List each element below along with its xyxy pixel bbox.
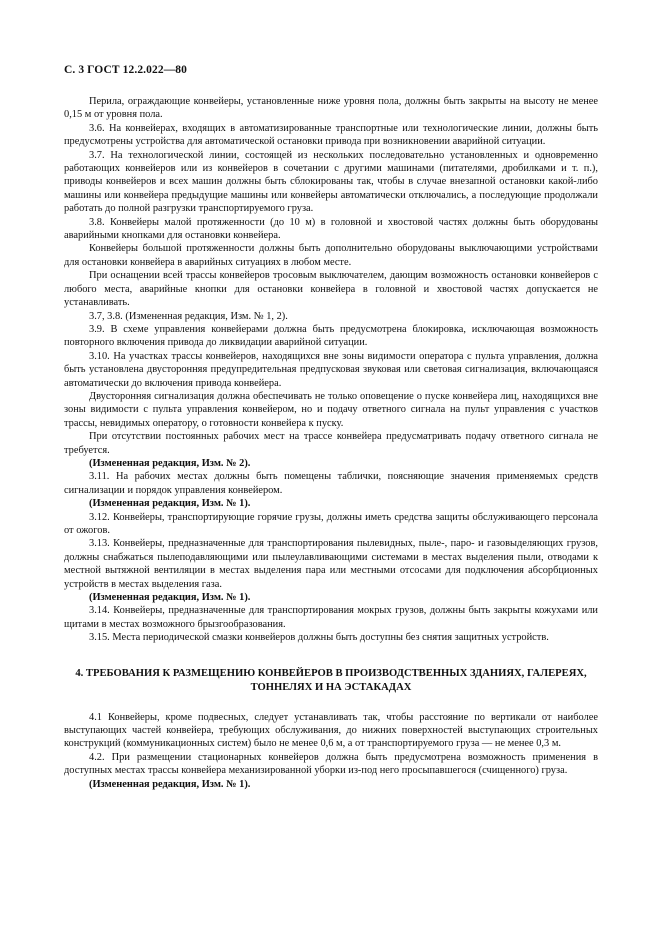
amendment-note: (Измененная редакция, Изм. № 1).: [89, 498, 251, 510]
amendment-note: (Измененная редакция, Изм. № 1).: [89, 592, 251, 604]
paragraph: 3.7. На технологической линии, состоящей из нескольких последовательно установленных и одновременно работающих конвейеров или из конвейеров в сочетании с другими машинами (питателями, дробилками и т. п.), приводы конвейеров и всех машин должны быть сблокированы так, чтобы в случае внезапной остановки какой-либо машины или конвейера предыдущие машины или конвейеры автоматически отключались, а последующие продолжали работать до полной разгрузки транспортируемого груза.: [64, 149, 598, 215]
paragraph: 3.15. Места периодической смазки конвейеров должны быть доступны без снятия защитных устройств.: [89, 632, 549, 644]
section-4-body: [64, 711, 598, 791]
paragraph: 3.11. На рабочих местах должны быть помещены таблички, поясняющие значения применяемых средств сигнализации и порядок управления конвейером.: [64, 471, 598, 496]
page-header: С. 3 ГОСТ 12.2.022—80: [64, 64, 187, 76]
paragraph: Конвейеры большой протяженности должны быть дополнительно оборудованы выключающими устройствами для остановки конвейера в аварийных ситуациях в любом месте.: [64, 243, 598, 268]
paragraph: 3.6. На конвейерах, входящих в автоматизированные транспортные или технологические линии, должны быть предусмотрены устройства для автоматической остановки привода при возникновении аварийной ситуации.: [64, 122, 598, 148]
amendment-note: (Измененная редакция, Изм. № 2).: [89, 457, 251, 469]
paragraph: Перила, ограждающие конвейеры, установленные ниже уровня пола, должны быть закрыты на высоту не менее 0,15 м от уровня пола.: [64, 96, 598, 121]
paragraph: 4.2. При размещении стационарных конвейеров должна быть предусмотрена возможность применения в доступных местах трассы конвейера механизированной уборки из-под него просыпавшегося (счищенного) груза.: [64, 751, 598, 777]
paragraph: 3.8. Конвейеры малой протяженности (до 10 м) в головной и хвостовой частях должны быть оборудованы аварийными кнопками для остановки конвейера.: [64, 216, 598, 242]
document-page: [64, 64, 598, 791]
paragraph: При отсутствии постоянных рабочих мест на трассе конвейера предусматривать подачу ответного сигнала не требуется.: [64, 431, 598, 456]
amendment-note: (Измененная редакция, Изм. № 1).: [89, 778, 251, 790]
section-4-title: 4. ТРЕБОВАНИЯ К РАЗМЕЩЕНИЮ КОНВЕЙЕРОВ В ПРОИЗВОДСТВЕННЫХ ЗДАНИЯХ, ГАЛЕРЕЯХ, ТОННЕЛЯХ И НА ЭСТАКАДАХ: [75, 667, 587, 693]
paragraph: При оснащении всей трассы конвейеров тросовым выключателем, дающим возможность остановки конвейеров с любого места, аварийные кнопки для остановки конвейера в головной и хвостовой частях допускается не устанавливать.: [64, 270, 598, 309]
paragraph: 3.12. Конвейеры, транспортирующие горячие грузы, должны иметь средства защиты обслуживающего персонала от ожогов.: [64, 511, 598, 536]
paragraph: 3.10. На участках трассы конвейеров, находящихся вне зоны видимости оператора с пульта управления, должна быть установлена двусторонняя предупредительная предпусковая звуковая или световая сигнализация, включающаяся автоматически до включения привода конвейера.: [64, 350, 598, 389]
paragraph: 4.1 Конвейеры, кроме подвесных, следует устанавливать так, чтобы расстояние по вертикали от наиболее выступающих частей конвейера, требующих обслуживания, до нижних поверхностей выступающих строительных конструкций (коммуникационных систем) было не менее 0,6 м, а от транспортируемого груза — не менее 0,3 м.: [64, 711, 598, 750]
paragraph: 3.13. Конвейеры, предназначенные для транспортирования пылевидных, пыле-, паро- и газовыделяющих грузов, должны снабжаться пылеподавляющими или пылеулавливающими системами в местах выделения пыли, отводами к местной вытяжной вентиляции в местах выделения пара или местными отсосами для подключения абсорбционных устройств в местах выделения газа.: [64, 538, 598, 590]
paragraph: 3.14. Конвейеры, предназначенные для транспортирования мокрых грузов, должны быть закрыты кожухами или щитами в местах возможного брызгообразования.: [64, 605, 598, 630]
paragraph: 3.9. В схеме управления конвейерами должна быть предусмотрена блокировка, исключающая возможность повторного включения привода до ликвидации аварийной ситуации.: [64, 323, 598, 349]
paragraph: 3.7, 3.8. (Измененная редакция, Изм. № 1, 2).: [89, 310, 288, 322]
section-3-body: [64, 95, 598, 645]
paragraph: Двусторонняя сигнализация должна обеспечивать не только оповещение о пуске конвейера лиц, находящихся вне зоны видимости с пульта управления конвейером, но и подачу ответного сигнала на пульт управления с участков трассы, невидимых оператору, о готовности конвейера к пуску.: [64, 390, 598, 429]
